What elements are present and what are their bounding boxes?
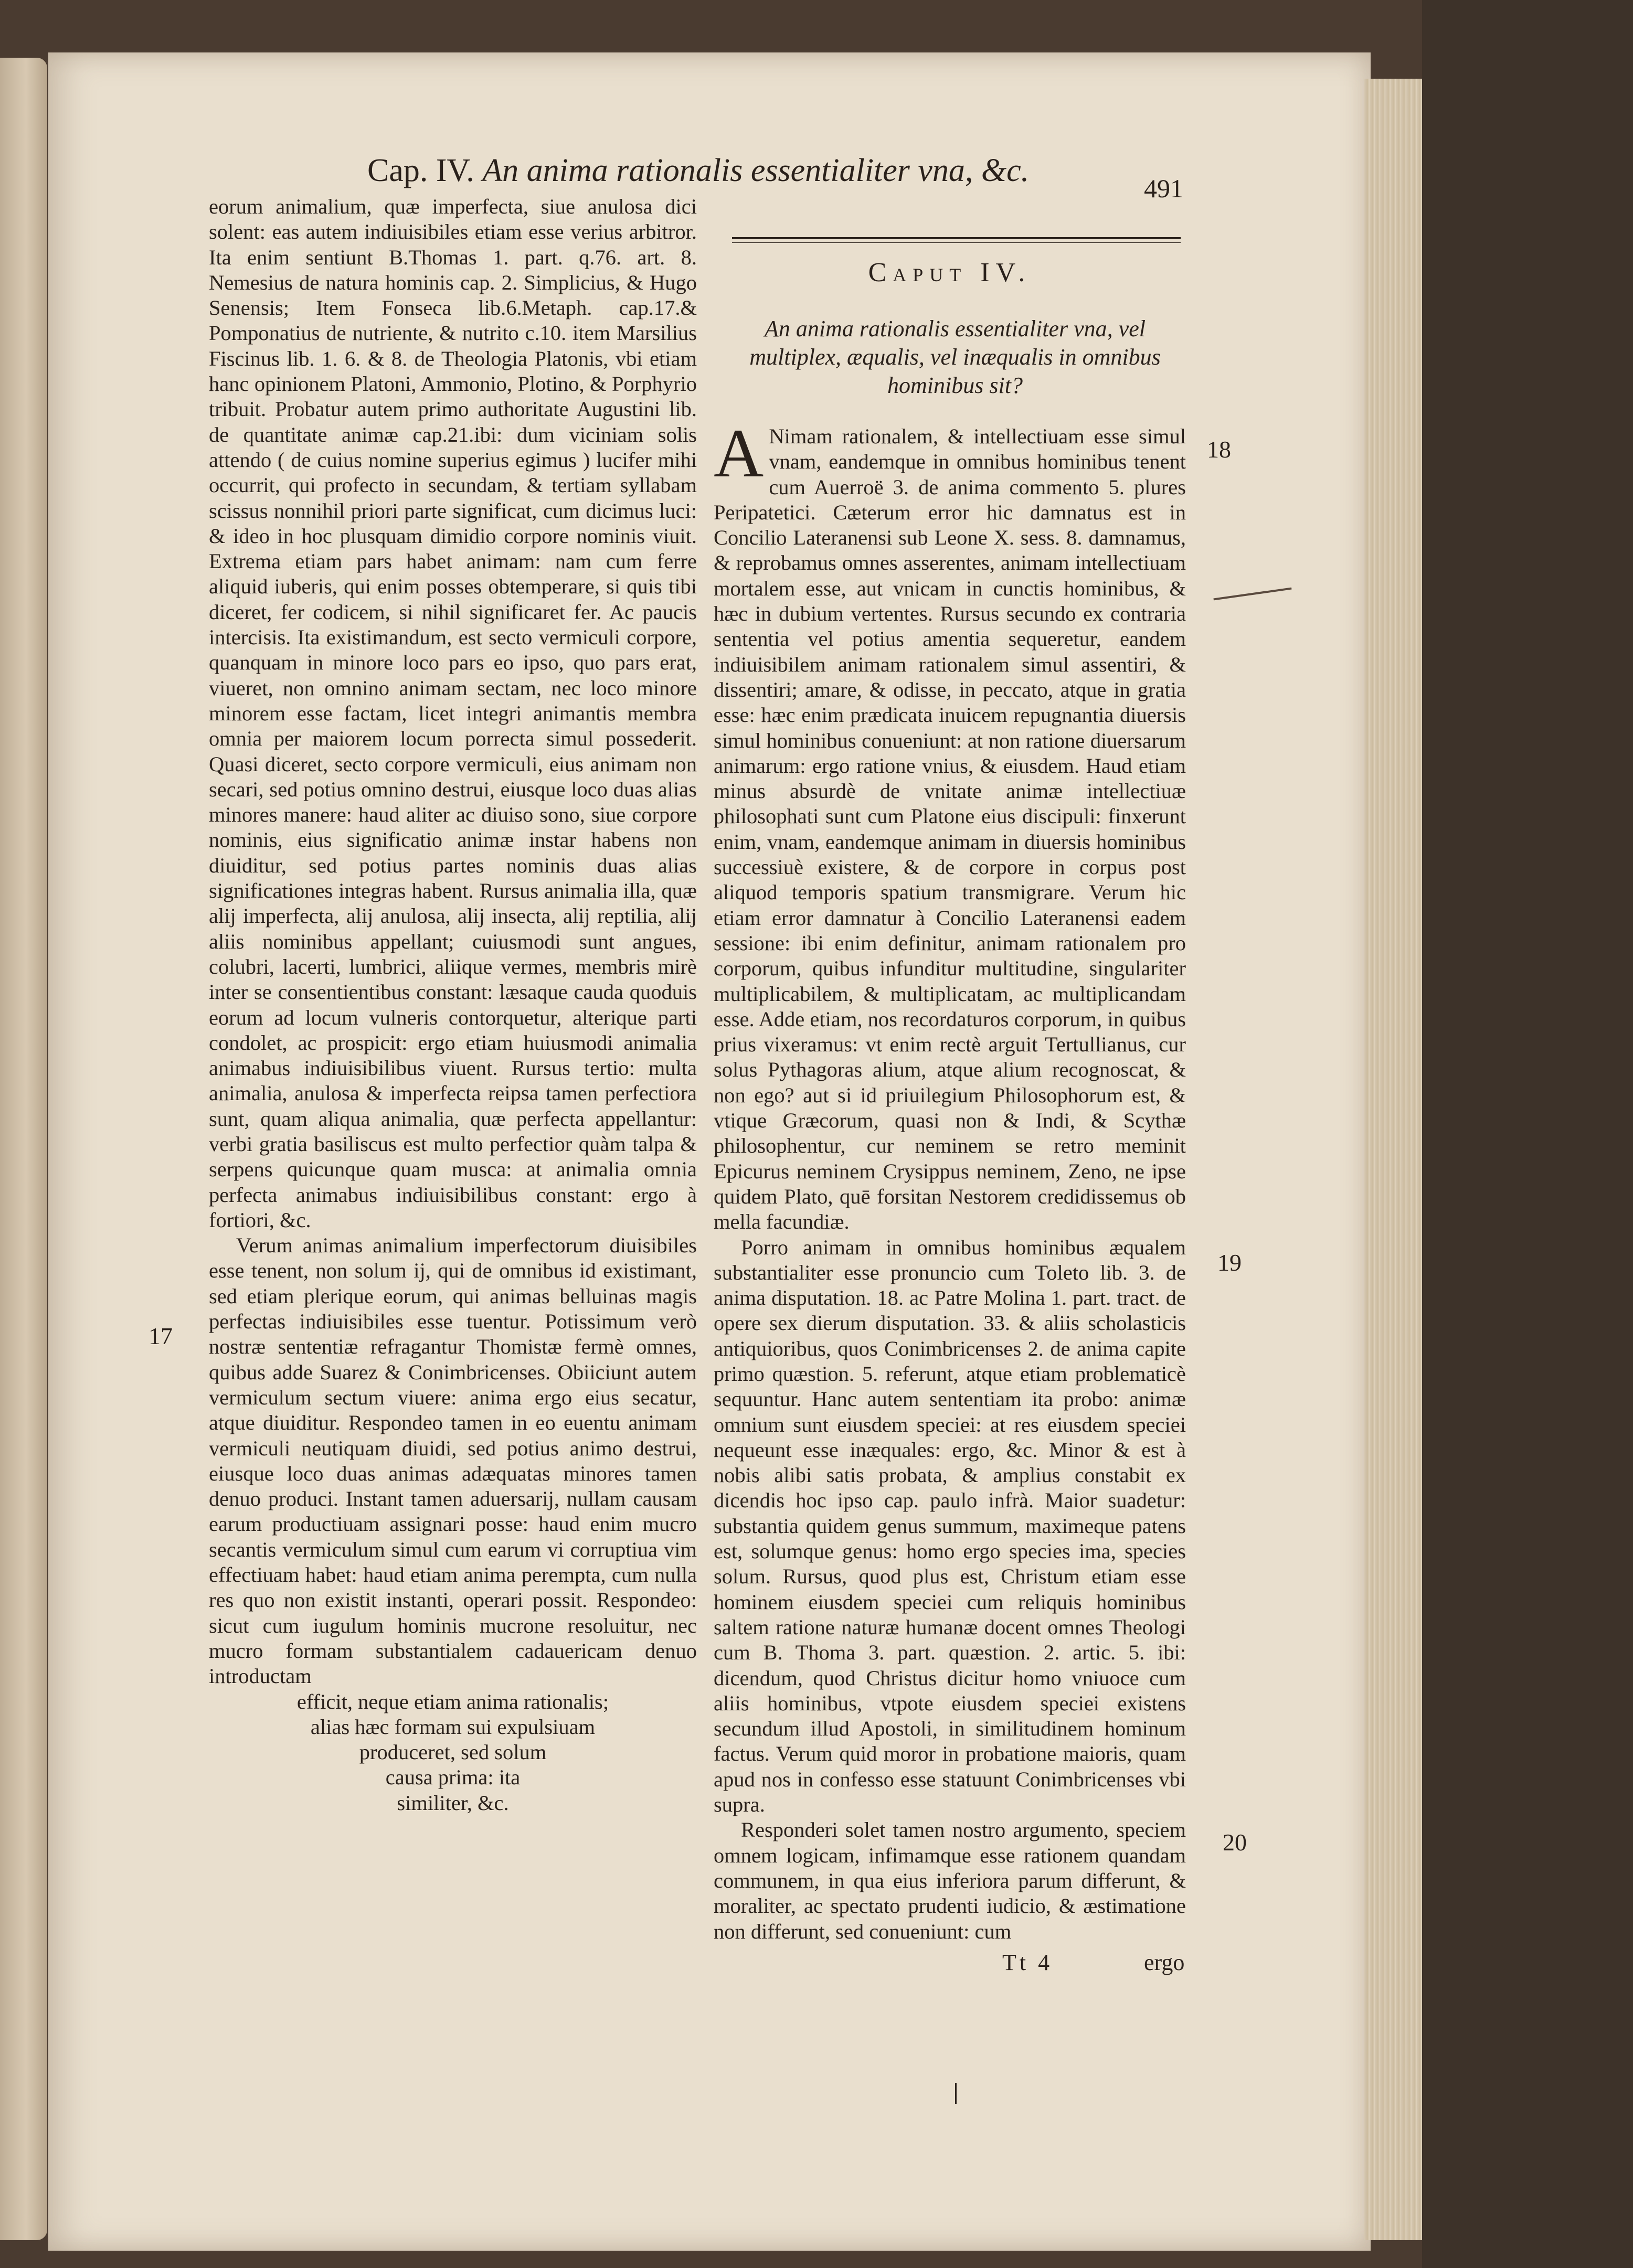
left-paragraph-1: eorum animalium, quæ imperfecta, siue anulosa dici solent: eas autem indiuisibiles etiam esse verius arbitror. Ita enim sentiunt B.Thomas 1. part. q.76. art. 8. Nemesius de natura hominis cap. 2. Simplicius, & Hugo Senensis; Item Fonseca lib.6.Metaph. cap.17.& Pomponatius de nutriente, & nutrito c.10. item Marsilius Fiscinus lib. 1. 6. & 8. de Theologia Platonis, vbi etiam hanc opinionem Platoni, Ammonio, Plotino, & Porphyrio tribuit. Probatur autem primo authoritate Augustini lib. de quantitate animæ cap.21.ibi: dum viciniam solis attendo ( de cuius nomine superius egimus ) lucifer mihi occurrit, qui profecto in secundam, & tertiam syllabam scissus nonnihil priori parte significat, cum dicimus luci: & ideo in hoc plusquam dimidio corpore nominis viuit. Extrema etiam pars habet animam: nam cum ferre aliquid iuberis, qui enim posses obtemperare, si quis tibi diceret, fer codicem, si nihil significaret fer. Ac paucis intercisis. Ita existimandum, est secto vermiculi corpore, quanquam in minore loco pars eo ipso, quo pars erat, viueret, non omnino animam sectam, nec loco minore minorem esse factam, licet integri animantis membra omnia per maiorem locum porrecta simul possederit. Quasi diceret, secto corpore vermiculi, eius animam non secari, sed potius omnino destrui, eiusque loco duas alias minores manere: haud aliter ac diuiso sono, siue corpore nominis, eius significatio animæ instar habens non diuiditur, sed potius partes nominis duas alias significationes integras habent. Rursus animalia illa, quæ alij imperfecta, alij anulosa, alij insecta, alij reptilia, alij aliis nominibus appellant; cuiusmodi sunt angues, colubri, lacerti, lumbrici, aliique vermes, membris mirè inter se consentientibus constant: læsaque cauda quoduis eorum ad locum vulneris contorquetur, alterique parti condolet, ac prospicit: ergo etiam huiusmodi animalia animabus indiuisibilibus viuent. Rursus tertio: multa animalia, anulosa & imperfecta reipsa tamen perfectiora sunt, quam aliqua animalia, quæ perfecta appellantur: verbi gratia basiliscus est multo perfectior quàm talpa & serpens quicunque quam musca: at animalia omnia perfecta animabus indiuisibilibus constant: ergo à fortiori, &c. bbox=[209, 195, 697, 1232]
margin-number: 17 bbox=[149, 1323, 173, 1349]
right-paragraph-1-text: Nimam rationalem, & intellectiuam esse simul vnam, eandemque in omnibus hominibus tenent cum Auerroë 3. de anima commento 5. plures Peripatetici. Cæterum error hic damnatus est in Concilio Lateranensi sub Leone X. sess. 8. damnamus, & reprobamus omnes asserentes, animam intellectiuam mortalem esse, aut vnicam in cunctis hominibus, & hæc in dubium vertentes. Rursus secundo ex contraria sententia vel potius amentia sequeretur, eandem indiuisibilem animam rationalem simul assentiri, & dissentiri; amare, & odisse, in peccato, atque in gratia esse: hæc enim prædicata inuicem repugnantia diuersis simul hominibus conueniunt: at non ratione diuersarum animarum: ergo ratione vnius, & eiusdem. Haud etiam minus absurdè de vnitate animæ intellectiuæ philosophati sunt cum Platone eius discipuli: finxerunt enim, vnam, eandemque animam in diuersis hominibus successiuè existere, & de corpore in corpus post aliquod temporis spatium transmigrare. Verum hic etiam error damnatur à Concilio Lateranensi eadem sessione: ibi enim definitur, animam rationalem pro corporum, quibus infunditur multitudine, singulariter multiplicabilem, & multiplicatam, ac multiplicandam esse. Adde etiam, nos recordaturos corporum, in quibus prius vixeramus: vt enim rectè arguit Tertullianus, cur solus Pythagoras alium, atque alium recognoscat, & non ego? aut si id priuilegium Philosophorum est, & vtique Græcorum, quasi non & Indi, & Scythæ philosophentur, cur neminem se retro meminit Epicurus neminem Crysippus neminem, Zeno, ne ipse quidem Plato, quē forsitan Nestorem credidissemus ob mella facundiæ. bbox=[714, 424, 1186, 1234]
left-tail bbox=[209, 1689, 697, 1816]
right-paragraph-1 bbox=[714, 414, 1186, 1235]
right-column bbox=[714, 231, 1186, 1944]
catchword: ergo bbox=[1144, 1950, 1185, 1975]
page-number: 491 bbox=[1144, 174, 1183, 203]
chapter-question: An anima rationalis essentialiter vna, vel multiplex, æqualis, vel inæqualis in omnibus hominibus sit? bbox=[749, 316, 1161, 398]
right-body bbox=[714, 414, 1186, 1944]
ink-tick bbox=[955, 2083, 957, 2104]
left-column bbox=[209, 194, 697, 1816]
left-page-edge bbox=[0, 58, 47, 2240]
tail-line: produceret, sed solum bbox=[359, 1740, 547, 1764]
margin-number: 20 bbox=[1223, 1829, 1247, 1856]
margin-number: 18 bbox=[1207, 436, 1231, 463]
right-paragraph-2: Porro animam in omnibus hominibus æqualem substantialiter esse pronuncio cum Toleto lib. 3. de anima disputation. 18. ac Patre Molina 1. part. tract. de opere sex dierum disputation. 33. & aliis scholasticis antiquioribus, quos Conimbricenses 2. de anima capite primo quæstion. 5. referunt, atque etiam problematicè sequuntur. Hanc autem sententiam ita probo: animæ omnium sunt eiusdem speciei: at res eiusdem speciei nequeunt esse inæquales: ergo, &c. Minor & est à nobis alibi satis probata, & amplius constabit ex dicendis hoc ipso cap. paulo infrà. Maior suadetur: substantia quidem genus summum, maximeque patens est, solumque genus: homo ergo species ima, species solum. Rursus, quod plus est, Christum etiam esse hominem eiusdem speciei cum reliquis hominibus saltem ratione naturæ humanæ docent omnes Theologi cum B. Thoma 3. part. quæstion. 2. artic. 5. ibi: dicendum, quod Christus dicitur homo vniuoce cum aliis hominibus, vtpote eiusdem speciei existens secundum illud Apostoli, in similitudinem hominum factus. Verum quid moror in probatione maioris, quam apud nos in confesso esse statuunt Conimbricenses vbi supra. bbox=[714, 1235, 1186, 1817]
left-paragraph-2: Verum animas animalium imperfectorum diuisibiles esse tenent, non solum ij, qui de omnibus id existimant, sed etiam plerique eorum, qui animas belluinas magis perfectas indiuisibiles esse tuentur. Potissimum verò nostræ sententiæ refragantur Thomistæ fermè omnes, quibus adde Suarez & Conimbricenses. Obiiciunt autem vermiculum sectum viuere: anima ergo eius secatur, atque diuiditur. Respondeo tamen in eo euentu animam vermiculi neutiquam diuidi, sed potius animo destrui, eiusque loco duas animas adæquatas minores tamen denuo produci. Instant tamen aduersarij, nullam causam earum productiuam assignari posse: haud enim mucro secantis vermiculum simul cum earum vi corruptiua vim effectiuam habet: haud etiam anima perempta, cum nulla res quo non existit instanti, operari possit. Respondeo: sicut cum iugulum hominis mucrone resoluitur, nec mucro formam substantialem cadauericam denuo introductam bbox=[209, 1233, 697, 1688]
margin-number: 19 bbox=[1217, 1249, 1242, 1276]
running-head-title: An anima rationalis essentialiter vna, &c. bbox=[482, 153, 1030, 188]
background bbox=[1422, 0, 1633, 2268]
running-head-chapter: Cap. IV. bbox=[367, 153, 474, 188]
tail-line: similiter, &c. bbox=[397, 1791, 509, 1815]
chapter-title: Caput IV. bbox=[868, 258, 1032, 288]
page-edges bbox=[1364, 79, 1422, 2240]
signature-mark: Tt 4 bbox=[1002, 1950, 1053, 1975]
tail-line: causa prima: ita bbox=[385, 1765, 521, 1790]
tail-line: efficit, neque etiam anima rationalis; bbox=[296, 1689, 609, 1713]
tail-line: alias hæc formam sui expulsiuam bbox=[310, 1715, 596, 1739]
drop-cap: A bbox=[714, 414, 764, 492]
right-paragraph-3: Responderi solet tamen nostro argumento, speciem omnem logicam, infimamque esse rationem quandam communem, in qua eius inferiora parum differunt, & moraliter, ac spectato prudenti iudicio, & æstimatione non differunt, sed conueniunt: cum bbox=[714, 1818, 1186, 1943]
